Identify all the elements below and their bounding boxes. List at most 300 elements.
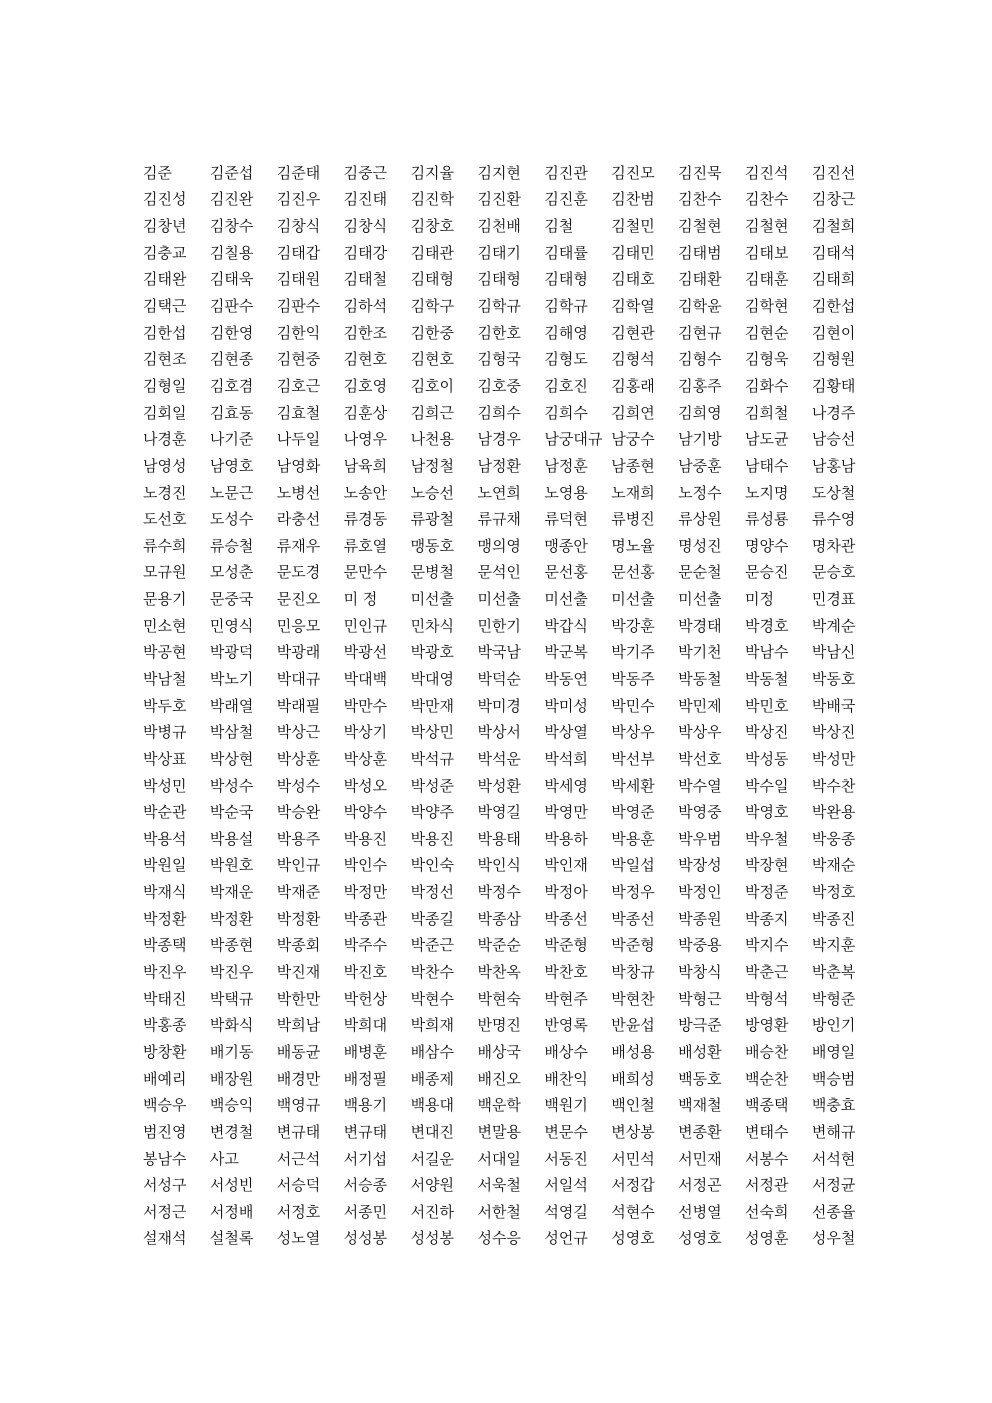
name-entry: 김창호: [410, 217, 455, 236]
name-entry: 반영록: [544, 1016, 588, 1035]
name-entry: 박광호: [410, 643, 455, 662]
name-row: [143, 585, 883, 612]
name-entry: 김희연: [611, 403, 655, 422]
name-entry: 서민석: [611, 1149, 655, 1168]
name-entry: 김한중: [410, 323, 455, 342]
name-entry: 박태진: [143, 989, 187, 1008]
name-row: [143, 852, 883, 879]
name-entry: 박장성: [678, 856, 722, 875]
name-entry: 박홍종: [143, 1016, 187, 1035]
name-entry: 맹의영: [477, 536, 521, 555]
name-entry: 김훈상: [343, 403, 388, 422]
name-entry: 나경주: [811, 403, 856, 422]
name-row: [143, 239, 883, 266]
name-entry: 박경호: [745, 616, 789, 635]
name-entry: 김호영: [343, 376, 388, 395]
name-entry: 노경진: [143, 483, 187, 502]
name-entry: 김형원: [811, 350, 856, 369]
name-entry: 서승덕: [276, 1176, 321, 1195]
name-entry: 박기천: [678, 643, 722, 662]
name-entry: 김회일: [143, 403, 187, 422]
name-entry: 백용대: [410, 1096, 455, 1115]
name-entry: 박지수: [745, 936, 789, 955]
name-entry: 류수영: [811, 510, 856, 529]
name-entry: 김진묵: [678, 163, 722, 182]
name-entry: 김현규: [678, 323, 722, 342]
name-row: [143, 1118, 883, 1145]
name-entry: 김현관: [611, 323, 655, 342]
name-entry: 배예리: [143, 1069, 187, 1088]
name-entry: 백운학: [477, 1096, 521, 1115]
name-row: [143, 1171, 883, 1198]
name-entry: 박만재: [410, 696, 455, 715]
name-entry: 김현순: [745, 323, 789, 342]
name-entry: 문선홍: [611, 563, 655, 582]
name-entry: 박준순: [477, 936, 521, 955]
name-entry: 김창식: [343, 217, 388, 236]
name-entry: 김태범: [678, 243, 722, 262]
name-entry: 김태환: [678, 270, 722, 289]
name-entry: 남정환: [477, 456, 521, 475]
name-row: [143, 932, 883, 959]
name-entry: 서종민: [343, 1202, 388, 1221]
name-entry: 박성오: [343, 776, 388, 795]
name-entry: 백용기: [343, 1096, 388, 1115]
name-entry: 박종현: [209, 936, 254, 955]
name-entry: 박인숙: [410, 856, 455, 875]
name-entry: 석영길: [544, 1202, 588, 1221]
name-row: [143, 1012, 883, 1039]
name-row: [143, 878, 883, 905]
name-entry: 김현호: [410, 350, 455, 369]
name-entry: 서석현: [811, 1149, 856, 1168]
name-entry: 미선출: [611, 590, 655, 609]
name-entry: 박상진: [745, 723, 789, 742]
name-entry: 박동연: [544, 669, 588, 688]
name-entry: 김찬범: [611, 190, 655, 209]
name-entry: 박찬호: [544, 963, 588, 982]
name-entry: 김태훈: [745, 270, 789, 289]
name-entry: 박정선: [410, 883, 455, 902]
name-entry: 서정관: [745, 1176, 789, 1195]
name-entry: 박장현: [745, 856, 789, 875]
name-entry: 김칠용: [209, 243, 254, 262]
name-entry: 박공현: [143, 643, 187, 662]
name-entry: 배장원: [209, 1069, 254, 1088]
name-entry: 김희수: [544, 403, 588, 422]
name-entry: 김호중: [477, 376, 521, 395]
name-entry: 김태희: [811, 270, 856, 289]
name-entry: 류성룡: [745, 510, 789, 529]
name-entry: 박상현: [209, 749, 254, 768]
name-entry: 박세환: [611, 776, 655, 795]
name-entry: 박재순: [811, 856, 856, 875]
name-entry: 박민수: [611, 696, 655, 715]
name-row: [143, 319, 883, 346]
name-entry: 서길운: [410, 1149, 455, 1168]
name-row: [143, 186, 883, 213]
name-entry: 류상원: [678, 510, 722, 529]
name-row: [143, 692, 883, 719]
name-row: [143, 639, 883, 666]
name-entry: 성영호: [611, 1229, 655, 1248]
name-row: [143, 532, 883, 559]
name-entry: 김창년: [143, 217, 187, 236]
name-entry: 박상훈: [276, 749, 321, 768]
name-entry: 박광래: [276, 643, 321, 662]
name-entry: 서성빈: [209, 1176, 254, 1195]
name-entry: 박지훈: [811, 936, 856, 955]
name-entry: 명노율: [611, 536, 655, 555]
name-entry: 박영중: [678, 803, 722, 822]
name-entry: 배상수: [544, 1042, 588, 1061]
name-row: [143, 1091, 883, 1118]
name-entry: 박택규: [209, 989, 254, 1008]
name-entry: 문중국: [209, 590, 254, 609]
name-entry: 문승진: [745, 563, 789, 582]
name-entry: 김호이: [410, 376, 455, 395]
name-entry: 도선호: [143, 510, 187, 529]
name-entry: 박성민: [143, 776, 187, 795]
name-entry: 박상서: [477, 723, 521, 742]
name-entry: 나경훈: [143, 430, 187, 449]
name-entry: 김태원: [276, 270, 321, 289]
name-entry: 백동호: [678, 1069, 722, 1088]
name-entry: 류덕현: [544, 510, 588, 529]
name-entry: 김호근: [276, 376, 321, 395]
name-entry: 김진태: [343, 190, 388, 209]
name-entry: 문석인: [477, 563, 521, 582]
name-entry: 박선호: [678, 749, 722, 768]
name-entry: 남기방: [678, 430, 722, 449]
name-entry: 백원기: [544, 1096, 588, 1115]
name-entry: 명성진: [678, 536, 722, 555]
name-entry: 박정호: [811, 883, 856, 902]
name-entry: 김판수: [276, 297, 321, 316]
name-entry: 박정우: [611, 883, 655, 902]
name-entry: 김하석: [343, 297, 388, 316]
name-entry: 백재철: [678, 1096, 722, 1115]
name-entry: 박종진: [811, 909, 856, 928]
name-entry: 박정아: [544, 883, 588, 902]
name-entry: 김태관: [410, 243, 455, 262]
name-entry: 백종택: [745, 1096, 789, 1115]
name-entry: 김한섭: [143, 323, 187, 342]
name-entry: 서기섭: [343, 1149, 388, 1168]
name-entry: 박한만: [276, 989, 321, 1008]
name-entry: 나영우: [343, 430, 388, 449]
name-entry: 선종율: [811, 1202, 856, 1221]
name-entry: 변대진: [410, 1122, 455, 1141]
name-entry: 맹종안: [544, 536, 588, 555]
name-entry: 박영길: [477, 803, 521, 822]
name-entry: 박원일: [143, 856, 187, 875]
name-entry: 서승종: [343, 1176, 388, 1195]
name-entry: 박형근: [678, 989, 722, 1008]
name-entry: 김효철: [276, 403, 321, 422]
name-entry: 김판수: [209, 297, 254, 316]
name-entry: 박춘복: [811, 963, 856, 982]
name-entry: 박현주: [544, 989, 588, 1008]
name-entry: 박중용: [678, 936, 722, 955]
name-entry: 박용태: [477, 829, 521, 848]
name-entry: 김홍주: [678, 376, 722, 395]
name-entry: 배영일: [811, 1042, 856, 1061]
name-entry: 박인재: [544, 856, 588, 875]
name-entry: 박용설: [209, 829, 254, 848]
name-entry: 백승익: [209, 1096, 254, 1115]
name-entry: 문순철: [678, 563, 722, 582]
name-entry: 박종관: [343, 909, 388, 928]
name-entry: 배기동: [209, 1042, 254, 1061]
name-entry: 서진하: [410, 1202, 455, 1221]
name-entry: 박원호: [209, 856, 254, 875]
name-entry: 변말용: [477, 1122, 521, 1141]
name-entry: 김한익: [276, 323, 321, 342]
name-entry: 박상근: [276, 723, 321, 742]
name-entry: 박동철: [678, 669, 722, 688]
name-entry: 류경동: [343, 510, 388, 529]
name-entry: 김준섭: [209, 163, 254, 182]
name-entry: 박기주: [611, 643, 655, 662]
name-entry: 김한호: [477, 323, 521, 342]
name-entry: 서근석: [276, 1149, 321, 1168]
name-entry: 명양수: [745, 536, 789, 555]
name-entry: 나두일: [276, 430, 321, 449]
name-row: [143, 372, 883, 399]
name-entry: 박만수: [343, 696, 388, 715]
name-row: [143, 559, 883, 586]
name-entry: 변해규: [811, 1122, 856, 1141]
name-entry: 미선출: [410, 590, 455, 609]
name-row: [143, 292, 883, 319]
name-entry: 문선홍: [544, 563, 588, 582]
name-entry: 모규원: [143, 563, 187, 582]
name-entry: 박완용: [811, 803, 856, 822]
name-entry: 박성준: [410, 776, 455, 795]
name-entry: 김천배: [477, 217, 521, 236]
name-entry: 박성만: [811, 749, 856, 768]
name-row: [143, 479, 883, 506]
name-entry: 김희영: [678, 403, 722, 422]
name-entry: 김진관: [544, 163, 588, 182]
name-entry: 김희근: [410, 403, 455, 422]
name-entry: 서정갑: [611, 1176, 655, 1195]
name-entry: 박종선: [544, 909, 588, 928]
name-entry: 김태민: [611, 243, 655, 262]
name-entry: 박상기: [343, 723, 388, 742]
name-entry: 김한섭: [811, 297, 856, 316]
name-entry: 박인수: [343, 856, 388, 875]
name-entry: 김희수: [477, 403, 521, 422]
name-entry: 민차식: [410, 616, 455, 635]
name-entry: 박인식: [477, 856, 521, 875]
name-row: [143, 985, 883, 1012]
name-entry: 도성수: [209, 510, 254, 529]
name-entry: 미선출: [477, 590, 521, 609]
name-entry: 김태형: [477, 270, 521, 289]
name-entry: 박종회: [276, 936, 321, 955]
name-entry: 김택근: [143, 297, 187, 316]
name-entry: 박미경: [477, 696, 521, 715]
name-row: [143, 612, 883, 639]
name-entry: 박경태: [678, 616, 722, 635]
name-entry: 김학규: [544, 297, 588, 316]
name-entry: 박영호: [745, 803, 789, 822]
name-entry: 박희대: [343, 1016, 388, 1035]
name-entry: 남종현: [611, 456, 655, 475]
name-entry: 서민재: [678, 1149, 722, 1168]
name-entry: 김현중: [276, 350, 321, 369]
name-entry: 박인규: [276, 856, 321, 875]
name-entry: 배병훈: [343, 1042, 388, 1061]
name-entry: 박상열: [544, 723, 588, 742]
name-entry: 선숙희: [745, 1202, 789, 1221]
name-row: [143, 825, 883, 852]
name-entry: 배삼수: [410, 1042, 455, 1061]
name-entry: 서성구: [143, 1176, 187, 1195]
name-entry: 박수열: [678, 776, 722, 795]
name-entry: 박병규: [143, 723, 187, 742]
name-entry: 남영성: [143, 456, 187, 475]
name-entry: 문진오: [276, 590, 321, 609]
name-entry: 방영환: [745, 1016, 789, 1035]
name-entry: 민응모: [276, 616, 321, 635]
name-entry: 김학현: [745, 297, 789, 316]
name-entry: 박현수: [410, 989, 455, 1008]
name-entry: 성영훈: [745, 1229, 789, 1248]
name-entry: 방인기: [811, 1016, 856, 1035]
name-entry: 김해영: [544, 323, 588, 342]
name-entry: 김진우: [276, 190, 321, 209]
name-entry: 배정필: [343, 1069, 388, 1088]
name-entry: 배찬익: [544, 1069, 588, 1088]
name-entry: 김찬수: [745, 190, 789, 209]
name-entry: 노승선: [410, 483, 455, 502]
name-entry: 민소현: [143, 616, 187, 635]
name-entry: 박양주: [410, 803, 455, 822]
name-entry: 김호진: [544, 376, 588, 395]
name-entry: 박종택: [143, 936, 187, 955]
name-entry: 민경표: [811, 590, 856, 609]
name-entry: 김창수: [209, 217, 254, 236]
name-entry: 배경만: [276, 1069, 321, 1088]
name-entry: 박종길: [410, 909, 455, 928]
name-entry: 박대규: [276, 669, 321, 688]
name-entry: 박창규: [611, 963, 655, 982]
name-entry: 변규태: [343, 1122, 388, 1141]
name-entry: 미 정: [343, 590, 378, 609]
name-entry: 박주수: [343, 936, 388, 955]
name-entry: 박종원: [678, 909, 722, 928]
name-entry: 김희철: [745, 403, 789, 422]
name-entry: 노문근: [209, 483, 254, 502]
name-entry: 박형준: [811, 989, 856, 1008]
name-entry: 류수희: [143, 536, 187, 555]
name-entry: 백승우: [143, 1096, 187, 1115]
name-entry: 김지현: [477, 163, 521, 182]
name-entry: 박석희: [544, 749, 588, 768]
name-entry: 서정곤: [678, 1176, 722, 1195]
name-entry: 김철민: [611, 217, 655, 236]
name-entry: 김철현: [745, 217, 789, 236]
name-row: [143, 1225, 883, 1252]
name-row: [143, 425, 883, 452]
name-entry: 김진선: [811, 163, 856, 182]
name-entry: 석현수: [611, 1202, 655, 1221]
name-entry: 김태보: [745, 243, 789, 262]
name-entry: 박용하: [544, 829, 588, 848]
name-entry: 배진오: [477, 1069, 521, 1088]
name-entry: 류규채: [477, 510, 521, 529]
name-entry: 서양원: [410, 1176, 455, 1195]
name-entry: 박동철: [745, 669, 789, 688]
name-entry: 노영용: [544, 483, 588, 502]
name-entry: 박갑식: [544, 616, 588, 635]
name-entry: 박배국: [811, 696, 856, 715]
name-entry: 사고: [209, 1149, 239, 1168]
name-entry: 김학열: [611, 297, 655, 316]
name-entry: 백충효: [811, 1096, 856, 1115]
name-entry: 박헌상: [343, 989, 388, 1008]
name-row: [143, 1198, 883, 1225]
name-entry: 김한조: [343, 323, 388, 342]
name-entry: 박성동: [745, 749, 789, 768]
name-entry: 박광덕: [209, 643, 254, 662]
name-entry: 박웅종: [811, 829, 856, 848]
name-row: [143, 452, 883, 479]
name-entry: 김태욱: [209, 270, 254, 289]
name-entry: 박재준: [276, 883, 321, 902]
name-entry: 김형수: [678, 350, 722, 369]
name-entry: 박상진: [811, 723, 856, 742]
name-entry: 김학윤: [678, 297, 722, 316]
name-entry: 박상우: [678, 723, 722, 742]
name-entry: 박진호: [343, 963, 388, 982]
name-entry: 김철희: [811, 217, 856, 236]
name-entry: 김태강: [343, 243, 388, 262]
name-row: [143, 505, 883, 532]
name-entry: 박양수: [343, 803, 388, 822]
name-entry: 문승호: [811, 563, 856, 582]
name-entry: 문도경: [276, 563, 321, 582]
name-row: [143, 1145, 883, 1172]
name-entry: 박찬옥: [477, 963, 521, 982]
name-entry: 김태률: [544, 243, 588, 262]
name-entry: 변경철: [209, 1122, 254, 1141]
name-entry: 문용기: [143, 590, 187, 609]
name-entry: 박노기: [209, 669, 254, 688]
name-entry: 박준근: [410, 936, 455, 955]
name-entry: 김철현: [678, 217, 722, 236]
name-entry: 민한기: [477, 616, 521, 635]
name-entry: 성성봉: [410, 1229, 455, 1248]
name-entry: 박정환: [143, 909, 187, 928]
name-entry: 나천용: [410, 430, 455, 449]
name-entry: 김중근: [343, 163, 388, 182]
name-entry: 김태철: [343, 270, 388, 289]
name-entry: 민인규: [343, 616, 388, 635]
name-entry: 박우범: [678, 829, 722, 848]
name-entry: 박화식: [209, 1016, 254, 1035]
name-entry: 박희재: [410, 1016, 455, 1035]
name-entry: 박진우: [143, 963, 187, 982]
name-entry: 남중훈: [678, 456, 722, 475]
name-entry: 서일석: [544, 1176, 588, 1195]
name-entry: 박민호: [745, 696, 789, 715]
name-entry: 김태형: [544, 270, 588, 289]
name-entry: 서정근: [143, 1202, 187, 1221]
